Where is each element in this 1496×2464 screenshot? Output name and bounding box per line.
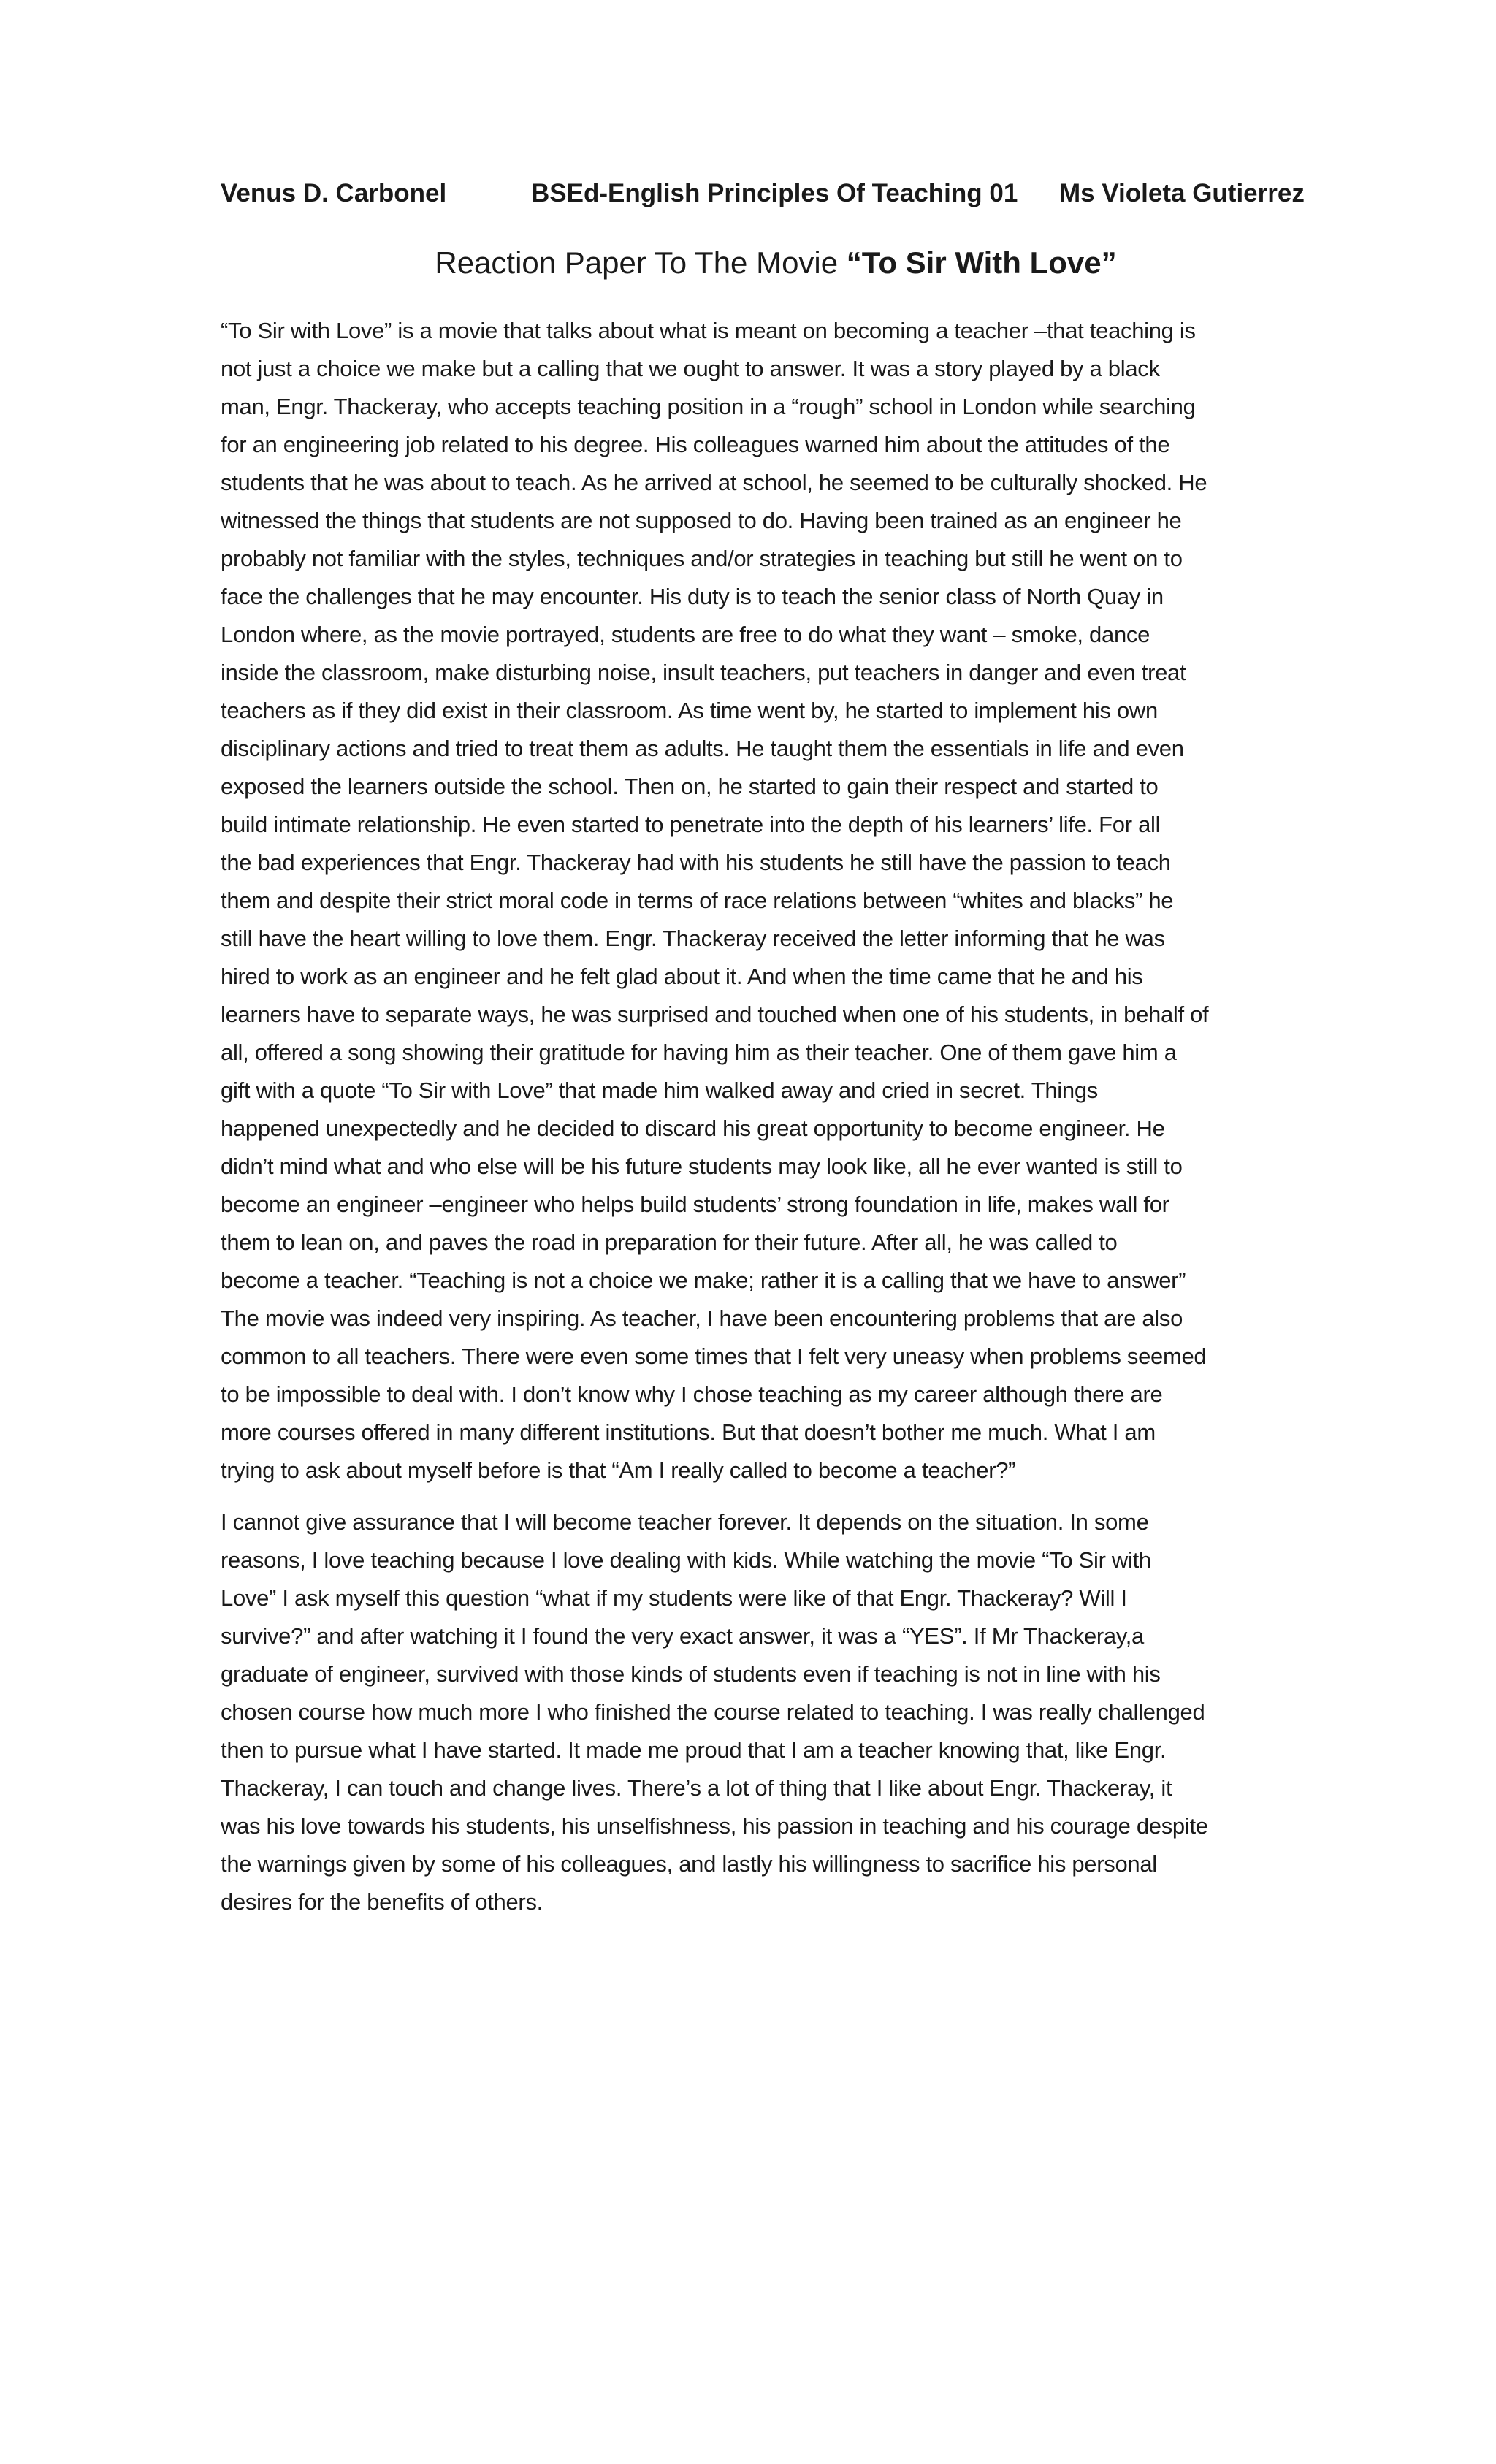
text-line: students that he was about to teach. As he arrived at school, he seemed to be culturally shocked. He [221,470,1207,495]
text-line: all, offered a song showing their gratitude for having him as their teacher. One of them gave him a [221,1040,1177,1065]
text-line: survive?” and after watching it I found the very exact answer, it was a “YES”. If Mr Thackeray,a [221,1623,1144,1649]
paragraph-1 [221,312,1331,1490]
author-name: Venus D. Carbonel [221,179,447,207]
text-line: the warnings given by some of his colleagues, and lastly his willingness to sacrifice his personal [221,1851,1157,1877]
text-line: for an engineering job related to his degree. His colleagues warned him about the attitudes of the [221,432,1170,457]
text-line: I cannot give assurance that I will become teacher forever. It depends on the situation. In some [221,1509,1149,1535]
text-line: common to all teachers. There were even some times that I felt very uneasy when problems seemed [221,1343,1207,1369]
text-line: disciplinary actions and tried to treat them as adults. He taught them the essentials in life and even [221,736,1184,761]
text-line: trying to ask about myself before is that “Am I really called to become a teacher?” [221,1457,1016,1483]
text-line: witnessed the things that students are not supposed to do. Having been trained as an engineer he [221,508,1182,533]
text-line: learners have to separate ways, he was surprised and touched when one of his students, in behalf of [221,1002,1209,1027]
document-header [221,175,1331,212]
text-line: them to lean on, and paves the road in preparation for their future. After all, he was called to [221,1229,1118,1255]
text-line: inside the classroom, make disturbing noise, insult teachers, put teachers in danger and even treat [221,660,1186,685]
text-line: probably not familiar with the styles, techniques and/or strategies in teaching but still he went on to [221,546,1183,571]
text-line: desires for the benefits of others. [221,1889,543,1915]
text-line: more courses offered in many different institutions. But that doesn’t bother me much. What I am [221,1419,1156,1445]
text-line: Love” I ask myself this question “what if my students were like of that Engr. Thackeray? Will I [221,1585,1127,1611]
text-line: then to pursue what I have started. It made me proud that I am a teacher knowing that, like Engr. [221,1737,1167,1763]
text-line: gift with a quote “To Sir with Love” that made him walked away and cried in secret. Things [221,1077,1098,1103]
text-line: was his love towards his students, his unselfishness, his passion in teaching and his courage despite [221,1813,1208,1839]
text-line: not just a choice we make but a calling that we ought to answer. It was a story played by a black [221,356,1160,381]
text-line: become an engineer –engineer who helps build students’ strong foundation in life, makes wall for [221,1191,1169,1217]
text-line: didn’t mind what and who else will be his future students may look like, all he ever wanted is still to [221,1153,1183,1179]
title-prefix: Reaction Paper To The Movie [435,245,847,280]
text-line: the bad experiences that Engr. Thackeray had with his students he still have the passion to teach [221,850,1171,875]
text-line: “To Sir with Love” is a movie that talks about what is meant on becoming a teacher –that teaching is [221,318,1196,343]
text-line: The movie was indeed very inspiring. As teacher, I have been encountering problems that are also [221,1305,1183,1331]
teacher-name: Ms Violeta Gutierrez [1059,179,1305,207]
text-line: London where, as the movie portrayed, students are free to do what they want – smoke, dance [221,622,1150,647]
text-line: become a teacher. “Teaching is not a choice we make; rather it is a calling that we have to answer” [221,1267,1186,1293]
text-line: exposed the learners outside the school. Then on, he started to gain their respect and started to [221,774,1159,799]
paragraph-2 [221,1503,1331,1921]
text-line: hired to work as an engineer and he felt glad about it. And when the time came that he and his [221,964,1143,989]
text-line: to be impossible to deal with. I don’t know why I chose teaching as my career although there are [221,1381,1163,1407]
text-line: Thackeray, I can touch and change lives. There’s a lot of thing that I like about Engr. Thackeray, it [221,1775,1172,1801]
text-line: still have the heart willing to love them. Engr. Thackeray received the letter informing that he was [221,926,1165,951]
text-line: happened unexpectedly and he decided to discard his great opportunity to become engineer. He [221,1115,1165,1141]
text-line: reasons, I love teaching because I love dealing with kids. While watching the movie “To Sir with [221,1547,1151,1573]
course-name: BSEd-English [531,179,701,207]
text-line: them and despite their strict moral code in terms of race relations between “whites and blacks” he [221,888,1174,913]
text-line: build intimate relationship. He even started to penetrate into the depth of his learners’ life. For all [221,812,1161,837]
document-title [221,241,1331,285]
text-line: chosen course how much more I who finished the course related to teaching. I was really challenged [221,1699,1205,1725]
text-line: graduate of engineer, survived with those kinds of students even if teaching is not in line with his [221,1661,1161,1687]
text-line: man, Engr. Thackeray, who accepts teaching position in a “rough” school in London while searching [221,394,1196,419]
text-line: teachers as if they did exist in their classroom. As time went by, he started to implement his own [221,698,1158,723]
text-line: face the challenges that he may encounter. His duty is to teach the senior class of North Quay in [221,584,1164,609]
title-movie: “To Sir With Love” [846,245,1117,280]
subject-name: Principles Of Teaching 01 [707,179,1018,207]
